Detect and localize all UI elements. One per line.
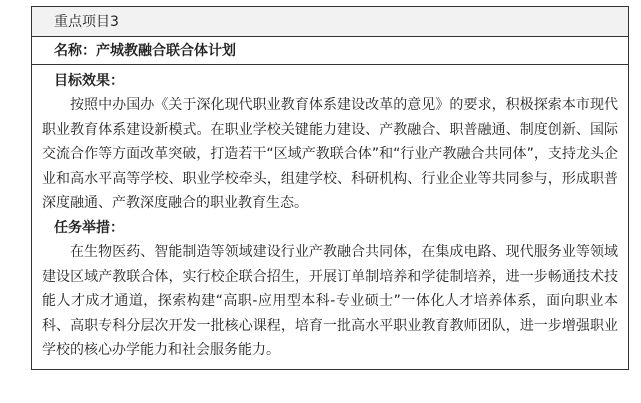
measures-text: 在生物医药、智能制造等领域建设行业产教融合共同体，在集成电路、现代服务业等领域建设区域产教联合体，实行校企联合招生，开展订单制培养和学徒制培养，进一步畅通技术技能人才成才通道，探索构建“高职-应用型本科-专业硕士”一体化人才培养体系，面向职业本科、高职专科分层次开发一批核心课程，培育一批高水平职业教育教师团队，进一步增强职业学校的核心办学能力和社会服务能力。 [42, 243, 618, 359]
project-label: 重点项目3 [32, 7, 628, 37]
effect-heading: 目标效果： [54, 73, 124, 89]
effect-text: 按照中办国办《关于深化现代职业教育体系建设改革的意见》的要求，积极探索本市现代职业教育体系建设新模式。在职业学校关键能力建设、产教融合、职普融通、制度创新、国际交流合作等方面改革突破，打造若干“区域产教联合体”和“行业产教融合共同体”，支持龙头企业和高水平高等学校、职业学校牵头，组建学校、科研机构、行业企业等共同参与，形成职普深度融通、产教深度融合的职业教育生态。 [42, 97, 618, 212]
project-name: 名称：产城教融合联合体计划 [32, 37, 628, 65]
project-body [32, 65, 628, 370]
measures-heading: 任务举措： [54, 219, 124, 236]
project-table [31, 6, 629, 370]
